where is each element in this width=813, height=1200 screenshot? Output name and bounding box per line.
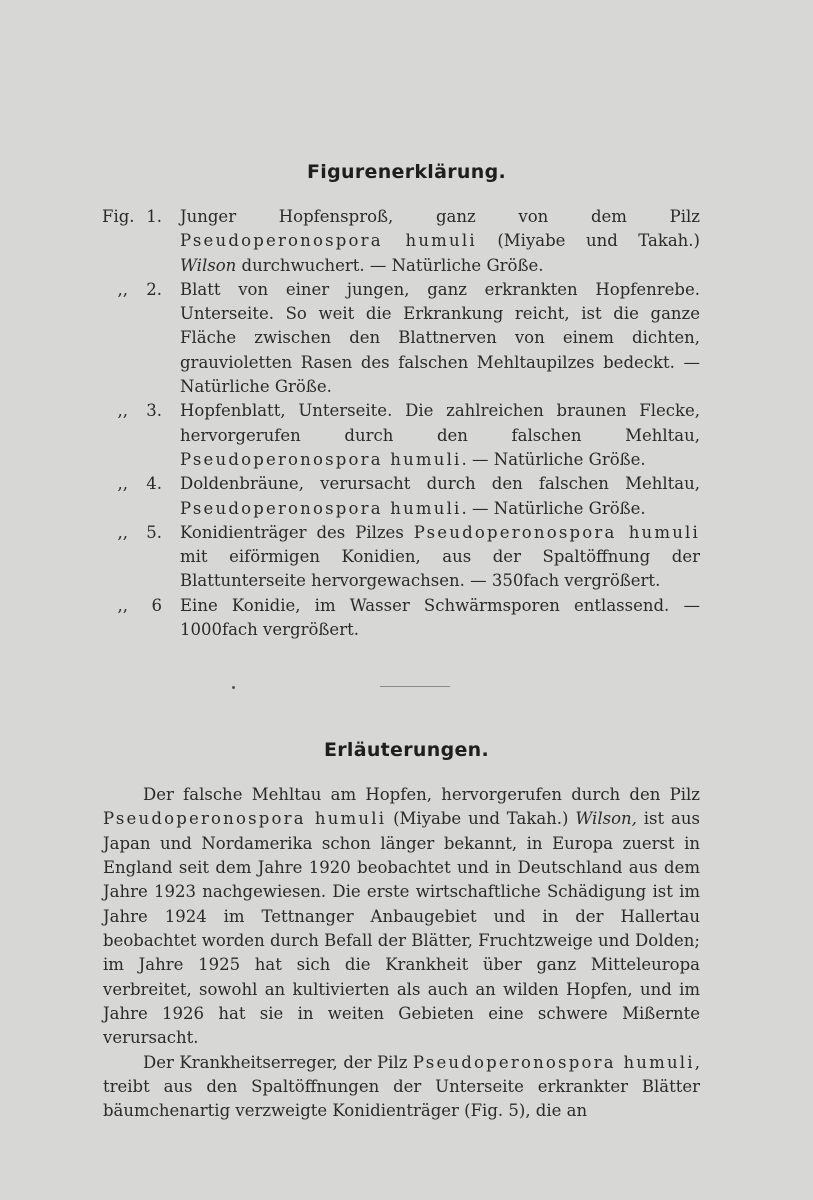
species-name: Pseudoperonospora humuli [103, 809, 387, 829]
species-name: Pseudoperonospora humuli [180, 449, 462, 469]
figure-number: 5. [146, 522, 162, 542]
species-name: Pseudoperonospora humuli [180, 498, 462, 518]
figure-prefix: Fig. [102, 207, 135, 226]
figure-entry-6 [102, 594, 700, 643]
figure-text: Junger Hopfensproß, ganz von dem Pilz [180, 207, 700, 226]
erlaeuterungen-heading: Erläuterungen. [323, 739, 490, 761]
figure-text: Konidienträger des Pilzes [180, 522, 414, 542]
figurenerklaerung-heading: Figurenerklärung. [307, 161, 506, 183]
figure-text: Blatt von einer jungen, ganz erkrankten Hopfenrebe. Unterseite. So weit die Erkrankung reicht, ist die ganze Fläche zwischen den Blattnerven von einem dichten, grauvioletten Rasen des falschen Mehltaupilzes bedeckt. — Natürliche Größe. [180, 279, 700, 397]
figure-number: 1. [146, 207, 162, 226]
figure-prefix: ,, [117, 279, 128, 299]
figure-number: 4. [146, 474, 162, 494]
paragraph-1 [103, 783, 700, 1051]
figure-number: 2. [146, 279, 162, 299]
print-speck [232, 686, 235, 689]
figure-text: . — Natürliche Größe. [461, 449, 646, 469]
figure-text: Hopfenblatt, Unterseite. Die zahlreichen braunen Flecke, hervorgerufen durch den falschen Mehltau, [180, 401, 700, 445]
figure-prefix: ,, [117, 474, 128, 494]
figure-legend-list [102, 205, 700, 642]
figure-text: mit eiförmigen Konidien, aus der Spaltöffnung der Blattunterseite hervorgewachsen. — 350fach vergrößert. [180, 547, 700, 591]
species-name: Pseudoperonospora humuli [180, 231, 477, 251]
figure-entry-3 [102, 399, 700, 472]
figure-text: Eine Konidie, im Wasser Schwärmsporen entlassend. — 1000fach vergrößert. [180, 595, 700, 640]
figure-prefix: ,, [117, 595, 128, 615]
figure-entry-1 [102, 205, 700, 278]
paragraph-text: Der falsche Mehltau am Hopfen, hervorgerufen durch den Pilz [143, 785, 700, 804]
figure-prefix: ,, [117, 401, 128, 421]
figure-prefix: ,, [117, 522, 128, 542]
figure-entry-4 [102, 472, 700, 521]
figure-number: 3. [146, 401, 162, 421]
figure-text: (Miyabe und Takah.) [476, 231, 700, 251]
erlaeuterungen-body [103, 783, 700, 1124]
figure-text: . — Natürliche Größe. [461, 498, 646, 518]
author-name: Wilson, [575, 809, 637, 829]
figure-text: Doldenbräune, verursacht durch den falschen Mehltau, [180, 474, 700, 494]
figure-text: durchwuchert. — Natürliche Größe. [236, 255, 544, 275]
species-name: Pseudoperonospora humuli [413, 522, 700, 542]
species-name: Pseudoperonospora humuli [412, 1052, 695, 1072]
paragraph-2 [103, 1051, 700, 1124]
figure-number: 6 [151, 595, 162, 615]
section-divider [380, 686, 450, 687]
paragraph-text: (Miyabe und Takah.) [386, 809, 576, 829]
paragraph-text: ist aus Japan und Nordamerika schon länger bekannt, in Europa zuerst in England seit dem Jahre 1920 beobachtet und in Deutschland aus dem Jahre 1923 nachgewiesen. Die erste wirtschaftliche Schädigung ist im Jahre 1924 im Tettnanger Anbaugebiet und in der Hallertau beobachtet worden durch Befall der Blätter, Fruchtzweige und Dolden; im Jahre 1925 hat sich die Krankheit über ganz Mitteleuropa verbreitet, sowohl an kultivierten als auch an wilden Hopfen, und im Jahre 1926 hat sie in weiten Gebieten eine schwere Mißernte verursacht. [103, 809, 700, 1048]
figure-entry-2 [102, 278, 700, 399]
author-name: Wilson [180, 255, 237, 275]
figure-entry-5 [102, 521, 700, 594]
paragraph-text: Der Krankheitserreger, der Pilz [143, 1052, 413, 1072]
paragraph-text: , treibt aus den Spaltöffnungen der Unterseite erkrankter Blätter bäumchenartig verzweigte Konidienträger (Fig. 5), die an [103, 1052, 700, 1121]
